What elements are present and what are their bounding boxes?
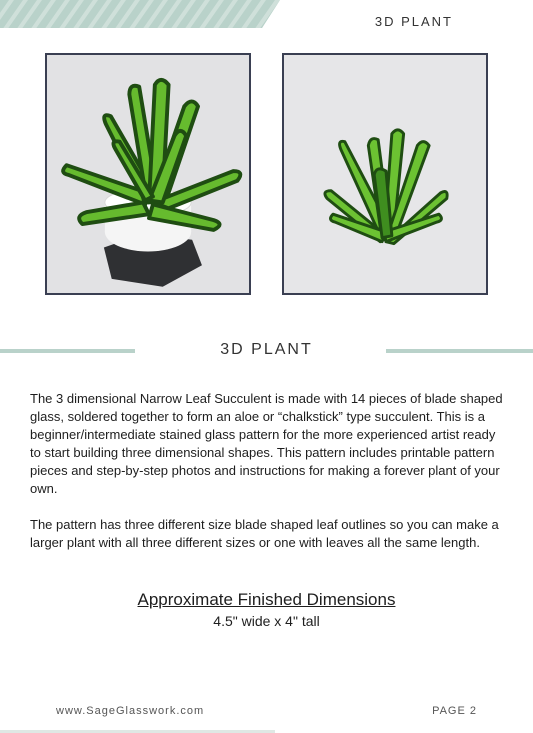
succulent-standalone-image xyxy=(284,55,486,293)
footer-website-url[interactable]: www.SageGlasswork.com xyxy=(56,705,205,717)
photo-succulent-standalone xyxy=(282,53,488,295)
dimensions-heading: Approximate Finished Dimensions xyxy=(137,590,396,609)
description-paragraph-1: The 3 dimensional Narrow Leaf Succulent is made with 14 pieces of blade shaped glass, soldered together to form an aloe or “chalkstick” type succulent. This is a beginner/intermediate stained glass pattern for the more experienced artist ready to start building three dimensional shapes. This pattern includes printable pattern pieces and step-by-step photos and instructions for making a forever plant of your own. xyxy=(30,391,503,496)
dimensions-value: 4.5" wide x 4" tall xyxy=(213,613,320,629)
photo-succulent-in-pot xyxy=(45,53,251,295)
header-title: 3D PLANT xyxy=(374,14,453,29)
succulent-pot-image xyxy=(47,55,249,293)
description-paragraph-2: The pattern has three different size blade shaped leaf outlines so you can make a larger plant with all three different sizes or one with leaves all the same length. xyxy=(30,517,499,550)
header-stripe-decoration xyxy=(0,0,280,28)
section-title: 3D PLANT xyxy=(220,341,313,358)
footer-page-number: PAGE 2 xyxy=(432,705,477,717)
